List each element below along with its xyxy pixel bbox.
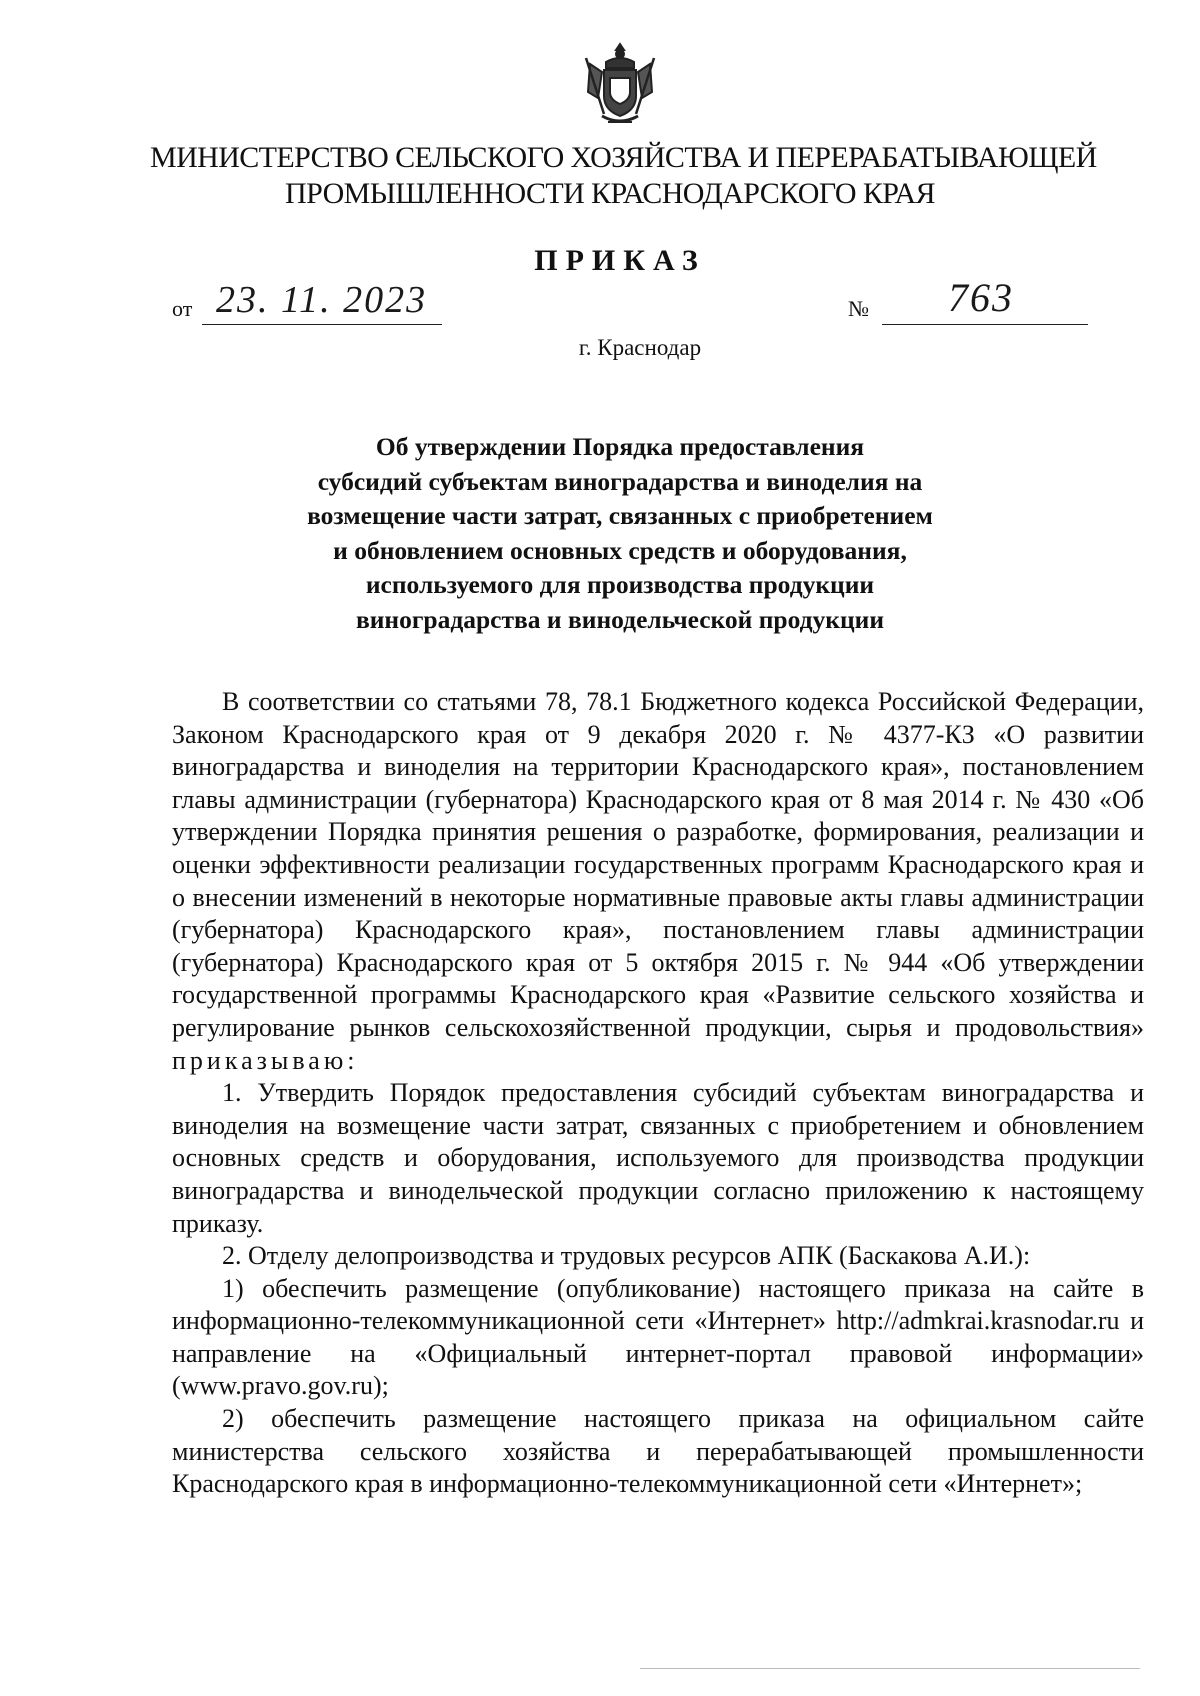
order-title: ПРИКАЗ <box>534 244 706 277</box>
subject-line: Об утверждении Порядка предоставления <box>375 432 865 461</box>
date-underline <box>202 324 442 325</box>
preamble-paragraph <box>172 686 1144 1077</box>
handwritten-number: 763 <box>948 275 1014 320</box>
item-2-1-paragraph: 1) обеспечить размещение (опубликование) настоящего приказа на сайте в информационно-телекоммуникационной сети «Интернет» http://admkrai.krasnodar.ru и направление на «Официальный интернет-портал правовой информации» (www.pravo.gov.ru); <box>172 1273 1144 1401</box>
item-2-paragraph: 2. Отделу делопроизводства и трудовых ресурсов АПК (Баскакова А.И.): <box>222 1241 1031 1271</box>
ministry-name <box>150 140 1097 212</box>
ministry-line-1: МИНИСТЕРСТВО СЕЛЬСКОГО ХОЗЯЙСТВА И ПЕРЕРАБАТЫВАЮЩЕЙ <box>150 141 1097 174</box>
number-underline <box>882 324 1088 325</box>
subject-line: виноградарства и винодельческой продукции <box>355 604 885 634</box>
subject-line: и обновлением основных средств и оборудования, <box>333 535 907 565</box>
subject-line: возмещение части затрат, связанных с приобретением <box>307 501 933 530</box>
order-subject <box>210 430 1030 637</box>
number-prefix: № <box>848 296 869 321</box>
subject-line: используемого для производства продукции <box>365 570 875 599</box>
item-2-2-paragraph: 2) обеспечить размещение настоящего приказа на официальном сайте министерства сельского хозяйства и перерабатывающей промышленности Краснодарского края в информационно-телекоммуникационной сети «Интернет»; <box>172 1404 1144 1499</box>
order-number <box>848 275 1088 330</box>
subject-line: субсидий субъектам виноградарства и виноделия на <box>317 466 923 496</box>
item-1-paragraph: 1. Утвердить Порядок предоставления субсидий субъектам виноградарства и виноделия на возмещение части затрат, связанных с приобретением и обновлением основных средств и оборудования, используемого для производства продукции виноградарства и винодельческой продукции согласно приложению к настоящему приказу. <box>172 1078 1144 1238</box>
ministry-line-2: ПРОМЫШЛЕННОСТИ КРАСНОДАРСКОГО КРАЯ <box>285 177 935 210</box>
coat-of-arms-emblem <box>580 38 660 130</box>
order-word: приказываю: <box>172 1045 359 1075</box>
handwritten-date: 23. 11. 2023 <box>216 279 428 321</box>
date-prefix: от <box>172 296 193 321</box>
order-date <box>172 280 442 330</box>
order-body <box>172 686 1144 1501</box>
preamble-text: В соответствии со статьями 78, 78.1 Бюджетного кодекса Российской Федерации, Законом Краснодарского края от 9 декабря 2020 г. № 4377-КЗ «О развитии виноградарства и виноделия на территории Краснодарского края», постановлением главы администрации (губернатора) Краснодарского края от 8 мая 2014 г. № 430 «Об утверждении Порядка принятия решения о разработке, формирования, реализации и оценки эффективности реализации государственных программ Краснодарского края и о внесении изменений в некоторые нормативные правовые акты главы администрации (губернатора) Краснодарского края», постановлением главы администрации (губернатора) Краснодарского края от 5 октября 2015 г. № 944 «Об утверждении государственной программы Краснодарского края «Развитие сельского хозяйства и регулирование рынков сельскохозяйственной продукции, сырья и продовольствия» <box>172 687 1144 1042</box>
page-footer-line <box>640 1668 1140 1669</box>
city-name: г. Краснодар <box>578 335 702 360</box>
